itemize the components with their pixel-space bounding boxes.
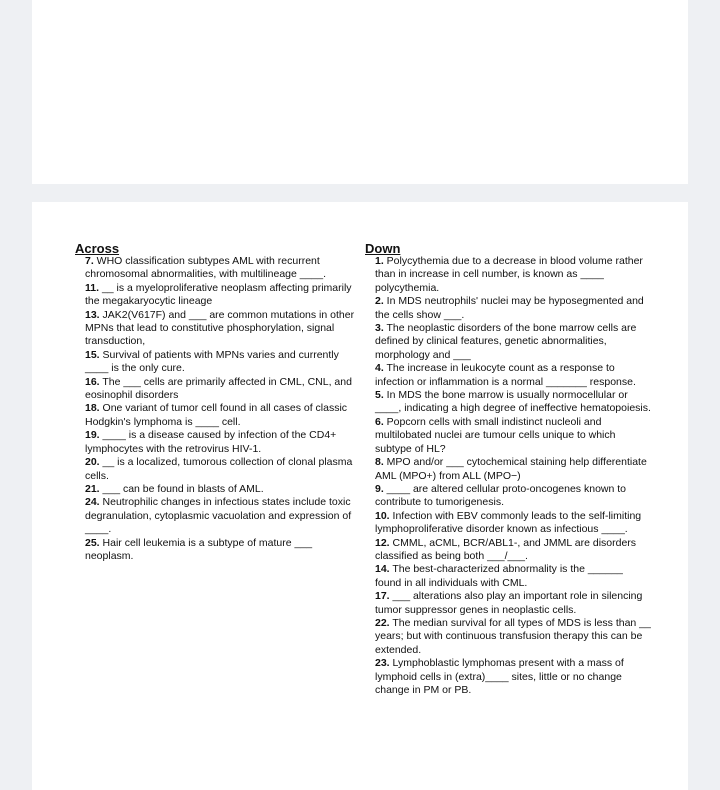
across-clue-number: 7.: [85, 255, 94, 267]
down-clue: [375, 322, 651, 362]
across-clue-text: The ___ cells are primarily affected in CML, CNL, and eosinophil disorders: [85, 375, 352, 402]
across-clue-text: JAK2(V617F) and ___ are common mutations in other MPNs that lead to constitutive phosphorylation, signal transduction,: [85, 308, 355, 348]
across-clue: [85, 255, 356, 282]
down-column: [365, 241, 651, 697]
across-clue-number: 24.: [85, 496, 100, 509]
down-clue-text: Popcorn cells with small indistinct nucleoli and multilobated nuclei are tumour cells unique to which subtype of HL?: [375, 415, 616, 455]
across-clue-text: ____ is a disease caused by infection of the CD4+ lymphocytes with the retrovirus HIV-1.: [85, 429, 337, 455]
across-clue-number: 21.: [85, 482, 100, 495]
across-clue-text: Survival of patients with MPNs varies and currently ____ is the only cure.: [85, 348, 339, 375]
down-clue-text: ___ alterations also play an important role in silencing tumor suppressor genes in neoplastic cells.: [375, 590, 643, 616]
down-clue-text: In MDS neutrophils' nuclei may be hyposegmented and the cells show ___.: [375, 295, 644, 321]
down-heading: Down: [365, 241, 401, 256]
across-clue-number: 11.: [85, 281, 100, 294]
down-clue-text: The neoplastic disorders of the bone marrow cells are defined by clinical features, genetic abnormalities, morphology and ___: [375, 322, 637, 361]
down-clue-text: Lymphoblastic lymphomas present with a mass of lymphoid cells in (extra)____ sites, little or no change change in PM or PB.: [375, 657, 624, 696]
down-clue-number: 4.: [375, 362, 384, 375]
down-clue-text: Polycythemia due to a decrease in blood volume rather than in increase in cell number, is known as ____ polycythemia.: [375, 255, 643, 294]
down-clue: [375, 510, 651, 537]
across-clue-text: ___ can be found in blasts of AML.: [99, 482, 264, 495]
down-clue-number: 12.: [375, 536, 390, 549]
across-clue: [85, 282, 356, 309]
across-clue-text: __ is a localized, tumorous collection of clonal plasma cells.: [85, 456, 353, 482]
across-clue: [85, 309, 356, 349]
across-clue-text: WHO classification subtypes AML with recurrent chromosomal abnormalities, with multilineage ____.: [85, 255, 327, 281]
across-clue-number: 19.: [85, 429, 100, 442]
across-clue-number: 25.: [85, 536, 100, 549]
down-clue-number: 3.: [375, 322, 384, 335]
across-clue: [85, 429, 356, 456]
across-clue-text: One variant of tumor cell found in all cases of classic Hodgkin's lymphoma is ____ cell.: [85, 402, 348, 428]
down-clue: [375, 456, 651, 483]
down-clue-number: 9.: [375, 482, 384, 495]
across-clue-number: 18.: [85, 402, 100, 415]
down-clue-number: 10.: [375, 509, 390, 522]
across-clue-number: 13.: [85, 308, 100, 321]
down-clue-text: Infection with EBV commonly leads to the self-limiting lymphoproliferative disorder known as infectious ____.: [375, 509, 642, 536]
across-clue: [85, 349, 356, 376]
across-clue-number: 16.: [85, 375, 100, 388]
down-clue-text: In MDS the bone marrow is usually normocellular or ____, indicating a high degree of ineffective hematopoiesis.: [375, 389, 651, 415]
down-clue: [375, 617, 651, 657]
down-clue: [375, 295, 651, 322]
across-clue: [85, 496, 356, 536]
across-clue-number: 15.: [85, 348, 100, 361]
down-clue: [375, 537, 651, 564]
down-clue-number: 6.: [375, 415, 384, 428]
down-clue-number: 14.: [375, 563, 390, 576]
down-clue: [375, 255, 651, 295]
down-clue-text: ____ are altered cellular proto-oncogenes known to contribute to tumorigenesis.: [375, 482, 627, 509]
across-clue: [85, 483, 356, 496]
down-clue-number: 8.: [375, 456, 384, 469]
down-clue-text: The best-characterized abnormality is the ______ found in all individuals with CML.: [375, 563, 623, 589]
across-clue-list: [85, 255, 356, 563]
down-clue: [375, 483, 651, 510]
across-clue-text: __ is a myeloproliferative neoplasm affecting primarily the megakaryocytic lineage: [85, 281, 352, 308]
down-clue-number: 22.: [375, 616, 390, 629]
down-clue: [375, 389, 651, 416]
across-clue: [85, 456, 356, 483]
page-main: [32, 202, 688, 790]
down-clue-number: 23.: [375, 657, 390, 670]
down-clue-list: [375, 255, 651, 697]
across-heading: Across: [75, 241, 120, 256]
down-clue-text: MPO and/or ___ cytochemical staining help differentiate AML (MPO+) from ALL (MPO−): [375, 456, 647, 482]
down-clue-number: 1.: [375, 255, 384, 267]
across-clue-text: Neutrophilic changes in infectious states include toxic degranulation, cytoplasmic vacuolation and expression of ____.: [85, 496, 352, 536]
down-clue-number: 2.: [375, 295, 384, 308]
across-clue: [85, 537, 356, 564]
across-clue: [85, 402, 356, 429]
across-column: [75, 241, 356, 563]
down-clue-number: 17.: [375, 590, 390, 603]
across-clue-text: Hair cell leukemia is a subtype of mature ___ neoplasm.: [85, 536, 313, 562]
down-clue: [375, 590, 651, 617]
across-clue: [85, 376, 356, 403]
across-clue-number: 20.: [85, 456, 100, 469]
down-clue-text: CMML, aCML, BCR/ABL1-, and JMML are disorders classified as being both ___/___.: [375, 536, 637, 562]
page-top: [32, 0, 688, 184]
down-clue: [375, 362, 651, 389]
down-clue-text: The increase in leukocyte count as a response to infection or inflammation is a normal _______ response.: [375, 362, 636, 388]
down-clue: [375, 416, 651, 456]
down-clue: [375, 563, 651, 590]
down-clue-text: The median survival for all types of MDS is less than __ years; but with continuous transfusion therapy this can be extended.: [375, 616, 651, 656]
down-clue-number: 5.: [375, 389, 384, 402]
down-clue: [375, 657, 651, 697]
